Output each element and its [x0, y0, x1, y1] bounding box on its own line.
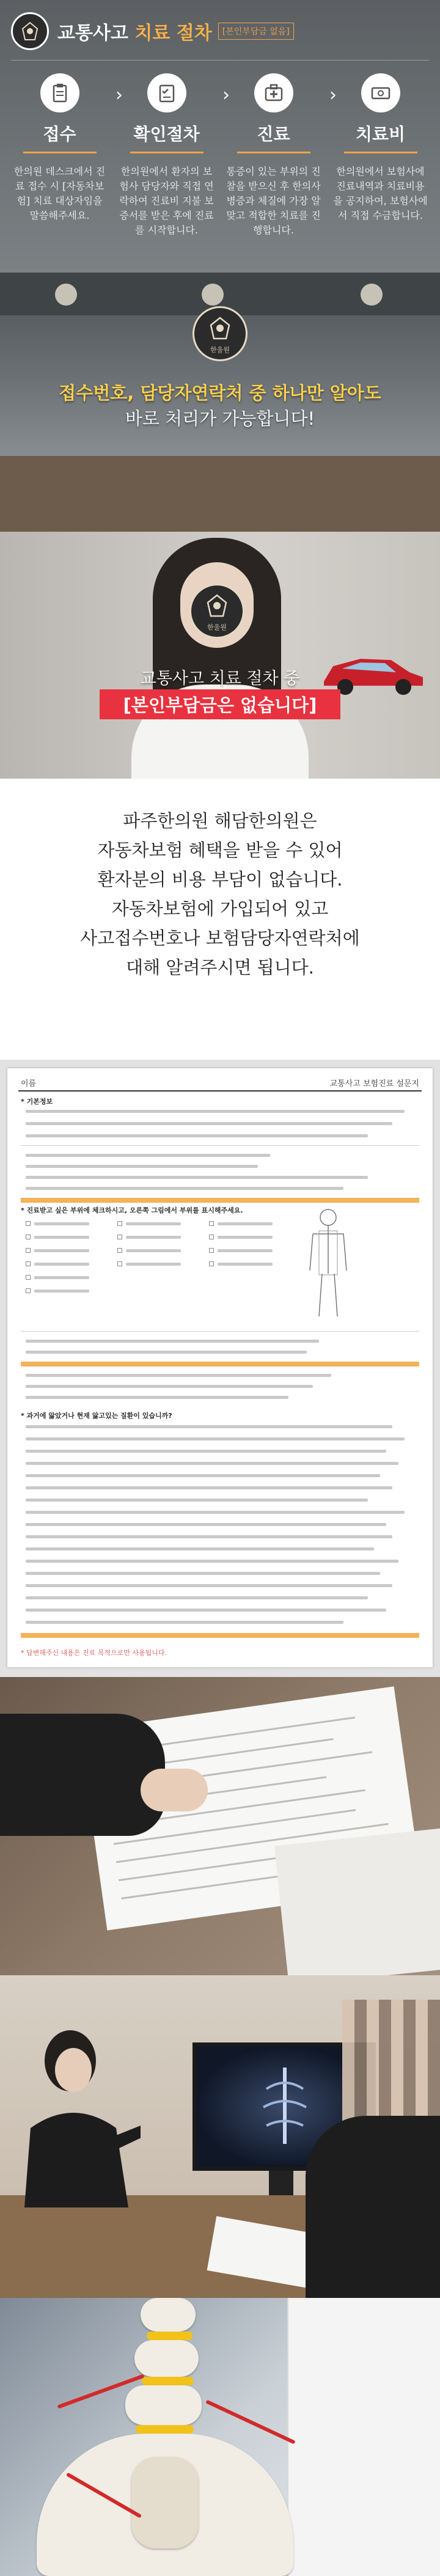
patient-figure	[306, 2116, 440, 2298]
form-text-line	[26, 1154, 270, 1157]
form-text-line	[26, 1511, 405, 1514]
form-text-line	[126, 1236, 181, 1239]
form-row-rule	[21, 1145, 419, 1146]
checkbox[interactable]	[209, 1235, 214, 1239]
form-text-line	[26, 1385, 313, 1388]
clinic-seal-logo	[189, 584, 244, 639]
money-icon	[361, 73, 400, 112]
spinal-disc	[136, 2425, 194, 2434]
info-line: 자동차보험 혜택을 받을 수 있어	[97, 840, 343, 861]
sleeve	[0, 1714, 165, 1836]
form-text-line	[26, 1187, 343, 1190]
sacrum	[131, 2457, 199, 2548]
form-text-line	[34, 1290, 89, 1293]
form-text-line	[126, 1222, 181, 1225]
form-text-line	[218, 1249, 273, 1252]
step-underline	[130, 152, 204, 153]
form-text-line	[26, 1523, 386, 1526]
blurred-face	[342, 2000, 440, 2122]
checkbox[interactable]	[26, 1288, 31, 1293]
step-name: 치료비	[355, 124, 406, 144]
form-text-line	[218, 1263, 273, 1266]
checkbox[interactable]	[26, 1261, 31, 1266]
checkbox[interactable]	[117, 1235, 122, 1239]
chevron-right-icon: ›	[116, 84, 123, 106]
form-highlight-band	[21, 1633, 419, 1638]
checkbox[interactable]	[117, 1261, 122, 1266]
process-title	[57, 18, 212, 45]
vertebra	[134, 2340, 199, 2377]
info-paragraph	[0, 806, 440, 982]
checkbox[interactable]	[26, 1221, 31, 1226]
form-text-line	[26, 1462, 398, 1465]
form-title: 교통사고 보험진료 설문지	[329, 1079, 419, 1088]
step-description: 한의원에서 보험사에 진료내역과 치료비용을 공지하여, 보험사에서 직접 수금합니다.	[333, 166, 428, 221]
checkbox[interactable]	[117, 1221, 122, 1226]
form-section-title: * 기본정보	[21, 1098, 53, 1106]
form-text-line	[26, 1609, 386, 1612]
form-section-title: * 과거에 앓았거나 현재 앓고있는 질환이 있습니까?	[21, 1412, 172, 1420]
step-name: 확인절차	[133, 124, 200, 144]
questionnaire-form	[7, 1068, 433, 1667]
checkbox[interactable]	[209, 1248, 214, 1253]
vertebra	[125, 2385, 202, 2425]
step-description: 한의원에서 환자의 보험사 담당자와 직접 연락하여 진료비 지불 보증서를 받은 후에 진료를 시작합니다.	[119, 166, 214, 236]
checklist-icon	[147, 73, 186, 112]
reception-photo	[0, 273, 440, 532]
xray-consultation-photo	[0, 1975, 440, 2298]
form-footer-note: * 답변해주신 내용은 진료 목적으로만 사용됩니다.	[21, 1649, 167, 1657]
checkbox[interactable]	[26, 1235, 31, 1239]
ceiling-light	[55, 284, 77, 306]
form-text-line	[26, 1176, 368, 1179]
reception-caption-line1: 접수번호, 담당자연락처 중 하나만 알아도	[59, 383, 381, 403]
form-row-rule	[21, 1331, 419, 1332]
form-highlight-band	[21, 1362, 419, 1367]
form-text-line	[26, 1547, 374, 1550]
spinal-disc	[147, 2332, 193, 2340]
info-line: 사고접수번호나 보험담당자연락처에	[80, 928, 360, 949]
step-name: 접수	[43, 124, 76, 144]
step-description: 통증이 있는 부위의 진찰을 받으신 후 한의사 병증과 체질에 가장 알맞고 적합한 치료를 진행합니다.	[226, 166, 321, 236]
spine-model-photo	[0, 2298, 440, 2576]
form-text-line	[34, 1236, 89, 1239]
form-top-rule	[18, 1090, 422, 1092]
form-text-line	[26, 1584, 392, 1587]
form-text-line	[26, 1165, 258, 1168]
step-description: 한의원 데스크에서 진료 접수 시 [자동차보험] 치료 대상자임을 말씀해주세요.	[13, 166, 106, 221]
process-title-part2: 치료 절차	[134, 23, 212, 44]
monitor-stand	[269, 2171, 293, 2195]
process-title-part1: 교통사고	[57, 23, 128, 44]
form-text-line	[26, 1560, 398, 1563]
form-text-line	[26, 1374, 331, 1377]
form-text-line	[26, 1499, 368, 1502]
process-steps	[6, 73, 434, 238]
spinal-disc	[142, 2377, 194, 2385]
filling-form-photo	[0, 1677, 440, 1975]
reception-caption-line2: 바로 처리가 가능합니다!	[125, 408, 315, 429]
form-text-line	[26, 1122, 392, 1125]
insurance-info-text	[0, 779, 440, 1060]
form-text-line	[26, 1340, 319, 1343]
form-text-line	[26, 1134, 368, 1137]
process-header	[11, 12, 294, 50]
treatment-process-banner	[0, 0, 440, 273]
ceiling-light	[361, 284, 383, 306]
doctor-figure	[12, 2024, 141, 2207]
form-text-line	[218, 1236, 273, 1239]
form-text-line	[26, 1621, 343, 1624]
chevron-right-icon: ›	[329, 84, 337, 106]
process-step-reception	[6, 73, 123, 238]
seal-text: 한울원	[207, 623, 227, 631]
no-copay-badge: [본인부담금 없음]	[218, 23, 294, 40]
doctor-caption-line1: 교통사고 치료 절차 중	[140, 669, 300, 688]
checkbox[interactable]	[26, 1248, 31, 1253]
checkbox[interactable]	[209, 1261, 214, 1266]
divider	[11, 60, 429, 61]
form-text-line	[34, 1263, 89, 1266]
form-text-line	[34, 1222, 89, 1225]
no-copay-banner: [본인부담금은 없습니다]	[100, 689, 340, 719]
checkbox[interactable]	[117, 1248, 122, 1253]
clipboard-icon	[40, 73, 79, 112]
form-name-label: 이름	[21, 1079, 37, 1088]
writing-hand	[141, 1769, 208, 1811]
questionnaire-photo	[0, 1060, 440, 1677]
vertebra	[141, 2298, 196, 2332]
ceiling-light	[202, 284, 224, 306]
process-step-fees	[327, 73, 434, 238]
body-diagram-icon	[295, 1206, 362, 1323]
reception-desk	[0, 456, 440, 532]
medical-kit-icon	[254, 73, 293, 112]
info-line: 환자분의 비용 부담이 없습니다.	[97, 869, 343, 890]
step-underline	[23, 152, 97, 153]
form-text-line	[126, 1249, 181, 1252]
form-text-line	[26, 1437, 405, 1440]
form-text-line	[34, 1249, 89, 1252]
form-text-line	[26, 1535, 392, 1538]
checkbox[interactable]	[209, 1221, 214, 1226]
doctor-coat	[287, 2298, 440, 2576]
form-text-line	[34, 1276, 89, 1279]
clinic-seal-logo	[193, 306, 248, 361]
form-text-line	[26, 1425, 392, 1428]
chevron-right-icon: ›	[222, 84, 230, 106]
second-sheet	[274, 1827, 440, 1975]
seal-text: 한울원	[210, 346, 230, 354]
form-highlight-band	[21, 1198, 419, 1203]
form-text-line	[26, 1474, 380, 1477]
form-text-line	[126, 1263, 181, 1266]
form-text-line	[26, 1110, 405, 1113]
form-text-line	[26, 1486, 392, 1489]
form-text-line	[26, 1572, 380, 1575]
step-underline	[237, 152, 310, 153]
info-line: 자동차보험에 가입되어 있고	[111, 898, 329, 919]
form-section-title: * 진료받고 싶은 부위에 체크하시고, 오른쪽 그림에서 부위를 표시해주세요.	[21, 1206, 243, 1214]
info-line: 대해 알려주시면 됩니다.	[126, 957, 314, 978]
form-text-line	[26, 1396, 288, 1399]
doctor-photo	[0, 532, 440, 779]
form-text-line	[26, 1351, 307, 1354]
checkbox[interactable]	[26, 1275, 31, 1280]
form-text-line	[26, 1596, 368, 1599]
clinic-emblem-icon	[11, 12, 49, 50]
step-name: 진료	[257, 124, 290, 144]
form-text-line	[26, 1450, 386, 1453]
step-underline	[344, 152, 417, 153]
form-text-line	[218, 1222, 273, 1225]
process-step-verification	[113, 73, 230, 238]
xray-spine-icon	[254, 2064, 315, 2150]
info-line: 파주한의원 해담한의원은	[123, 810, 317, 831]
process-step-treatment	[220, 73, 337, 238]
